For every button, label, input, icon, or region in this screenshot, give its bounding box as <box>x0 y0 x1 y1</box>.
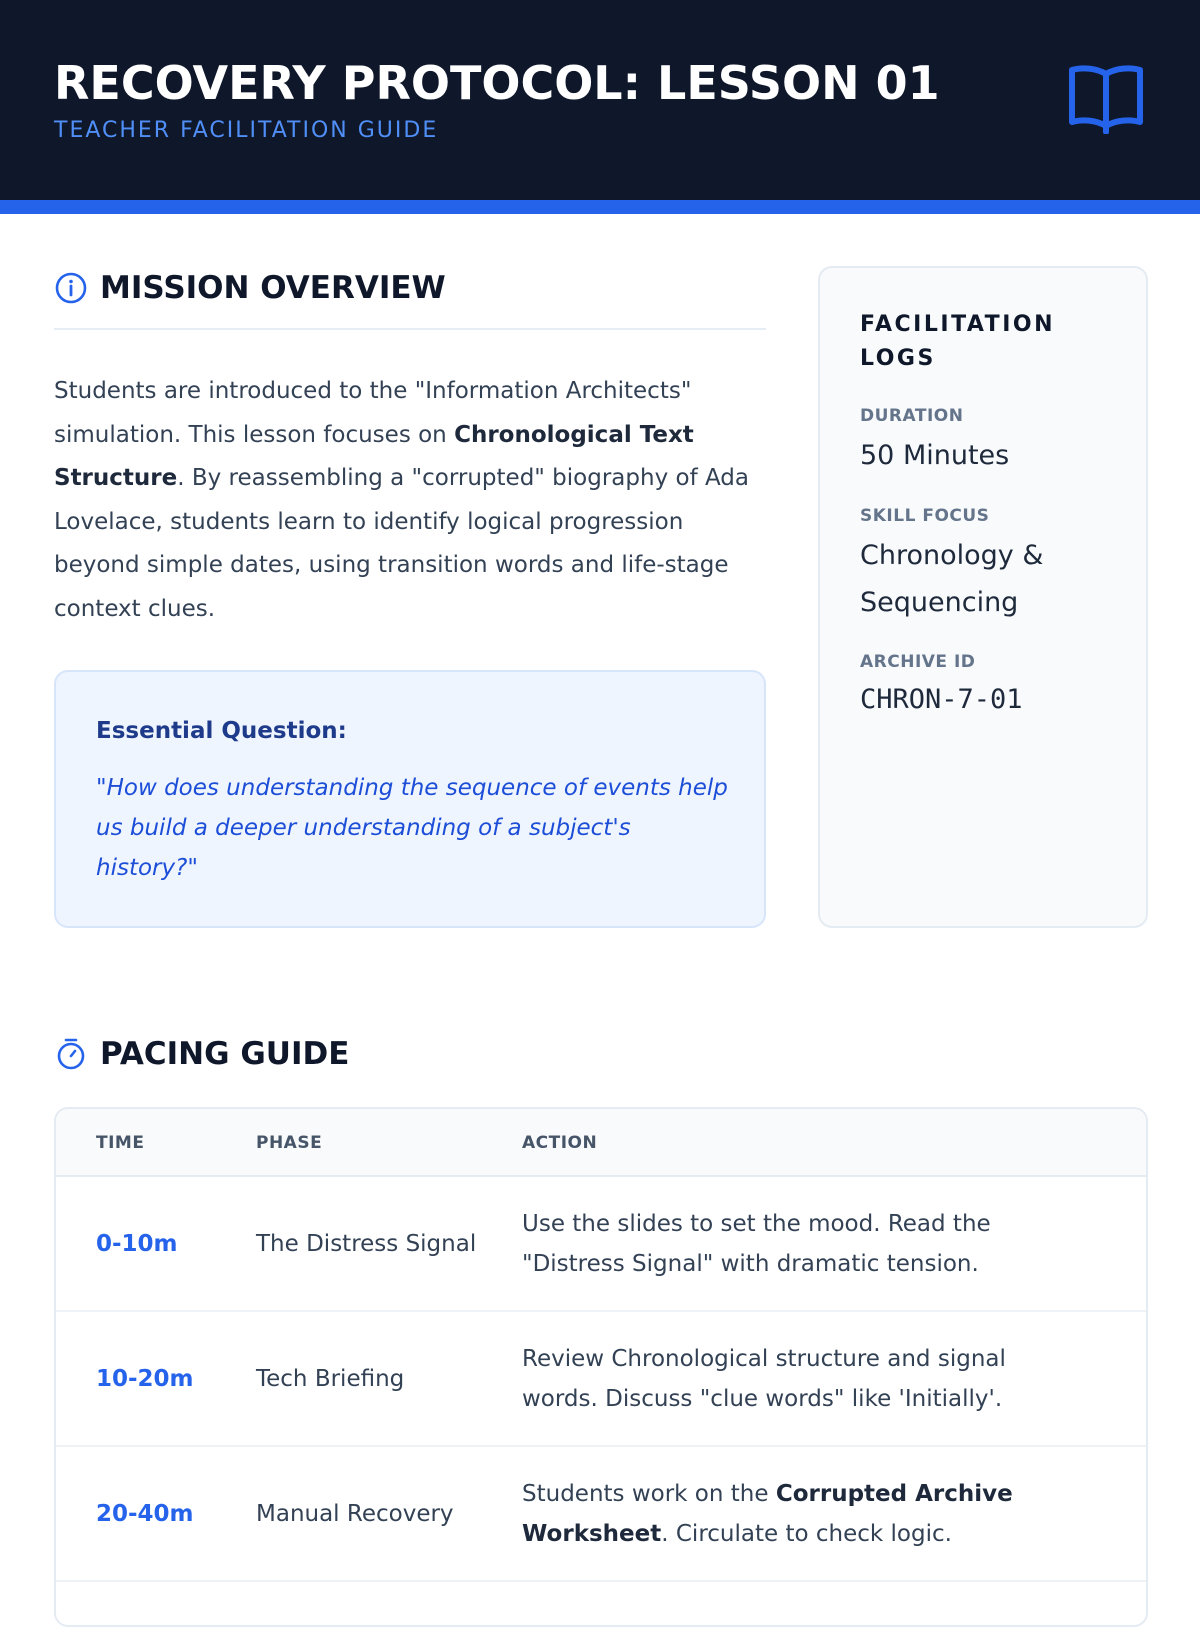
facilitation-logs-card <box>818 266 1148 928</box>
mission-description <box>54 370 774 631</box>
archive-id-value: CHRON-7-01 <box>860 684 1023 715</box>
page-title: RECOVERY PROTOCOL: LESSON 01 <box>54 56 940 110</box>
row-action <box>522 1312 1082 1445</box>
info-icon <box>54 271 88 305</box>
duration-value: 50 Minutes <box>860 440 1010 471</box>
essential-question-text: "How does understanding the sequence of events help us build a deeper understanding of a subject's history?" <box>96 775 728 881</box>
row-action-text: Review Chronological structure and signal words. Discuss "clue words" like 'Initially'. <box>522 1345 1006 1412</box>
duration-label: DURATION <box>860 406 964 426</box>
mission-text-continued: . By reassembling a "corrupted" biography of Ada Lovelace, students learn to identify logical progression beyond simple dates, using transition words and life-stage context clues. <box>54 465 749 622</box>
row-action-emphasis: Corrupted Archive Worksheet <box>522 1480 1013 1547</box>
page-subtitle: TEACHER FACILITATION GUIDE <box>54 118 439 143</box>
row-time: 20-40m <box>96 1500 194 1527</box>
facilitation-logs-title: FACILITATION LOGS <box>860 312 1055 371</box>
essential-question-label: Essential Question: <box>96 718 347 744</box>
book-open-icon <box>1066 62 1146 134</box>
row-time: 0-10m <box>96 1230 178 1257</box>
pacing-guide-title: PACING GUIDE <box>100 1036 350 1072</box>
row-action-text: Students work on the <box>522 1480 776 1507</box>
table-header <box>56 1109 1146 1177</box>
mission-overview-title: MISSION OVERVIEW <box>100 270 446 306</box>
table-row <box>56 1447 1146 1582</box>
row-action-text-end: . Circulate to check logic. <box>661 1520 952 1547</box>
row-phase: Manual Recovery <box>256 1500 454 1527</box>
row-action <box>522 1177 1082 1310</box>
pacing-guide-heading <box>54 1036 349 1072</box>
row-action-text: Use the slides to set the mood. Read the "Distress Signal" with dramatic tension. <box>522 1210 991 1277</box>
row-phase: Tech Briefing <box>256 1365 405 1392</box>
mission-emphasis: Chronological Text Structure <box>54 421 694 491</box>
skill-focus-label: SKILL FOCUS <box>860 506 990 526</box>
section-divider <box>54 328 766 330</box>
row-action <box>522 1447 1082 1580</box>
essential-question-box <box>54 670 766 928</box>
row-time: 10-20m <box>96 1365 194 1392</box>
table-row <box>56 1312 1146 1447</box>
stopwatch-icon <box>54 1037 88 1071</box>
page-header <box>0 0 1200 200</box>
skill-focus-value: Chronology & Sequencing <box>860 540 1044 618</box>
column-header-time: TIME <box>96 1133 145 1153</box>
pacing-table <box>54 1107 1148 1627</box>
column-header-action: ACTION <box>522 1133 598 1153</box>
mission-text: Students are introduced to the "Information Architects" simulation. This lesson focuses on <box>54 378 692 448</box>
table-row <box>56 1177 1146 1312</box>
mission-overview-heading <box>54 270 446 306</box>
row-phase: The Distress Signal <box>256 1230 477 1257</box>
archive-id-label: ARCHIVE ID <box>860 652 976 672</box>
header-accent-bar <box>0 200 1200 214</box>
column-header-phase: PHASE <box>256 1133 323 1153</box>
